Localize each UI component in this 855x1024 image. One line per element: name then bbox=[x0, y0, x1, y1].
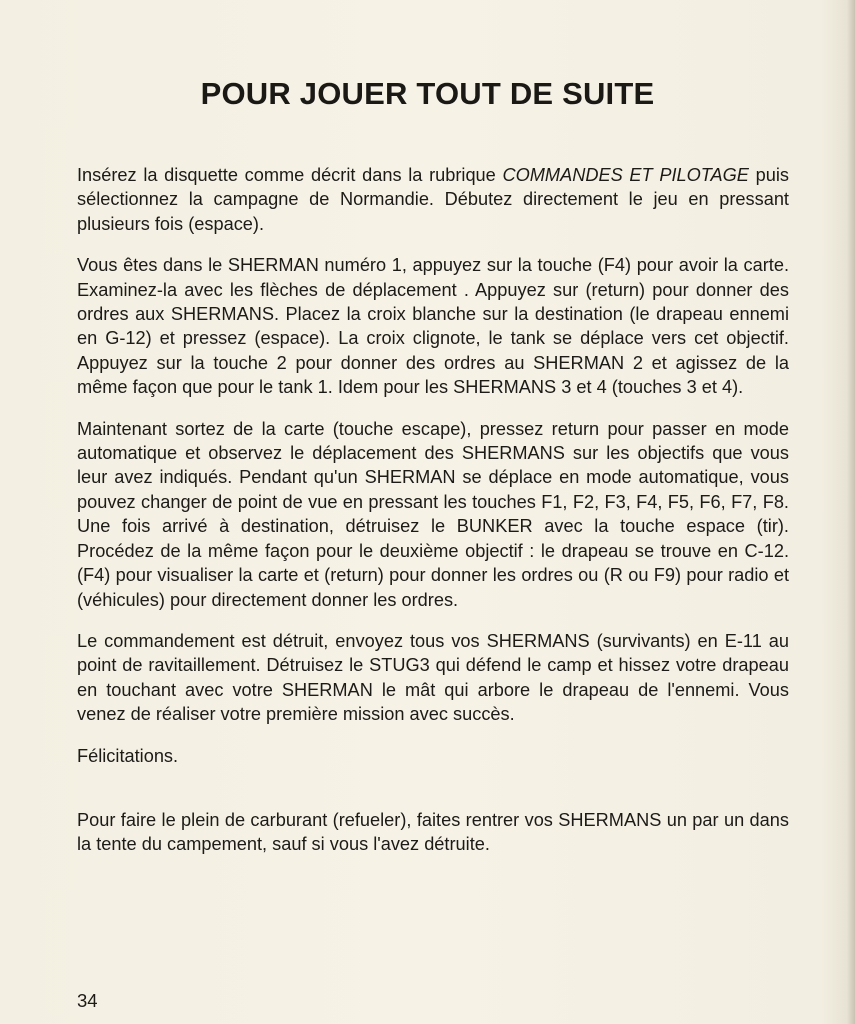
page-edge-shadow bbox=[847, 0, 855, 1024]
paragraph-insert-disk bbox=[77, 163, 789, 236]
emphasis-commandes: COMMANDES ET PILOTAGE bbox=[502, 165, 749, 185]
paragraph-text: Insérez la disquette comme décrit dans la rubrique bbox=[77, 165, 503, 185]
paragraph-automatic-mode: Maintenant sortez de la carte (touche escape), pressez return pour passer en mode automatique et observez le déplacement des SHERMANS sur les objectifs que vous leur avez indiqués. Pendant qu'un SHERMAN se déplace en mode automatique, vous pouvez changer de point de vue en pressant les touches F1, F2, F3, F4, F5, F6, F7, F8. Une fois arrivé à destination, détruisez le BUNKER avec la touche espace (tir). Procédez de la même façon pour le deuxième objectif : le drapeau se trouve en C-12. (F4) pour visualiser la carte et (return) pour donner les ordres ou (R ou F9) pour radio et (véhicules) pour directement donner les ordres. bbox=[77, 418, 789, 610]
page-title: POUR JOUER TOUT DE SUITE bbox=[200, 76, 655, 111]
paragraph-congratulations: Félicitations. bbox=[77, 745, 179, 766]
page-number: 34 bbox=[77, 990, 98, 1011]
body-text bbox=[77, 163, 789, 874]
paragraph-refuel: Pour faire le plein de carburant (refueler), faites rentrer vos SHERMANS un par un dans la tente du campement, sauf si vous l'avez détruite. bbox=[77, 809, 789, 855]
paragraph-sherman-orders: Vous êtes dans le SHERMAN numéro 1, appuyez sur la touche (F4) pour avoir la carte. Examinez-la avec les flèches de déplacement . Appuyez sur (return) pour donner des ordres aux SHERMANS. Placez la croix blanche sur la destination (le drapeau ennemi en G-12) et pressez (espace). La croix clignote, le tank se déplace vers cet objectif. Appuyez sur la touche 2 pour donner des ordres au SHERMAN 2 et agissez de la même façon que pour le tank 1. Idem pour les SHERMANS 3 et 4 (touches 3 et 4). bbox=[77, 255, 789, 398]
paragraph-command-destroyed: Le commandement est détruit, envoyez tous vos SHERMANS (survivants) en E-11 au point de ravitaillement. Détruisez le STUG3 qui défend le camp et hissez votre drapeau en touchant avec votre SHERMAN le mât qui arbore le drapeau de l'ennemi. Vous venez de réaliser votre première mission avec succès. bbox=[77, 630, 789, 725]
paragraph-text: puis sélectionnez la campagne de Normandie. Débutez directement le jeu en pressant plusieurs fois (espace). bbox=[77, 165, 789, 234]
